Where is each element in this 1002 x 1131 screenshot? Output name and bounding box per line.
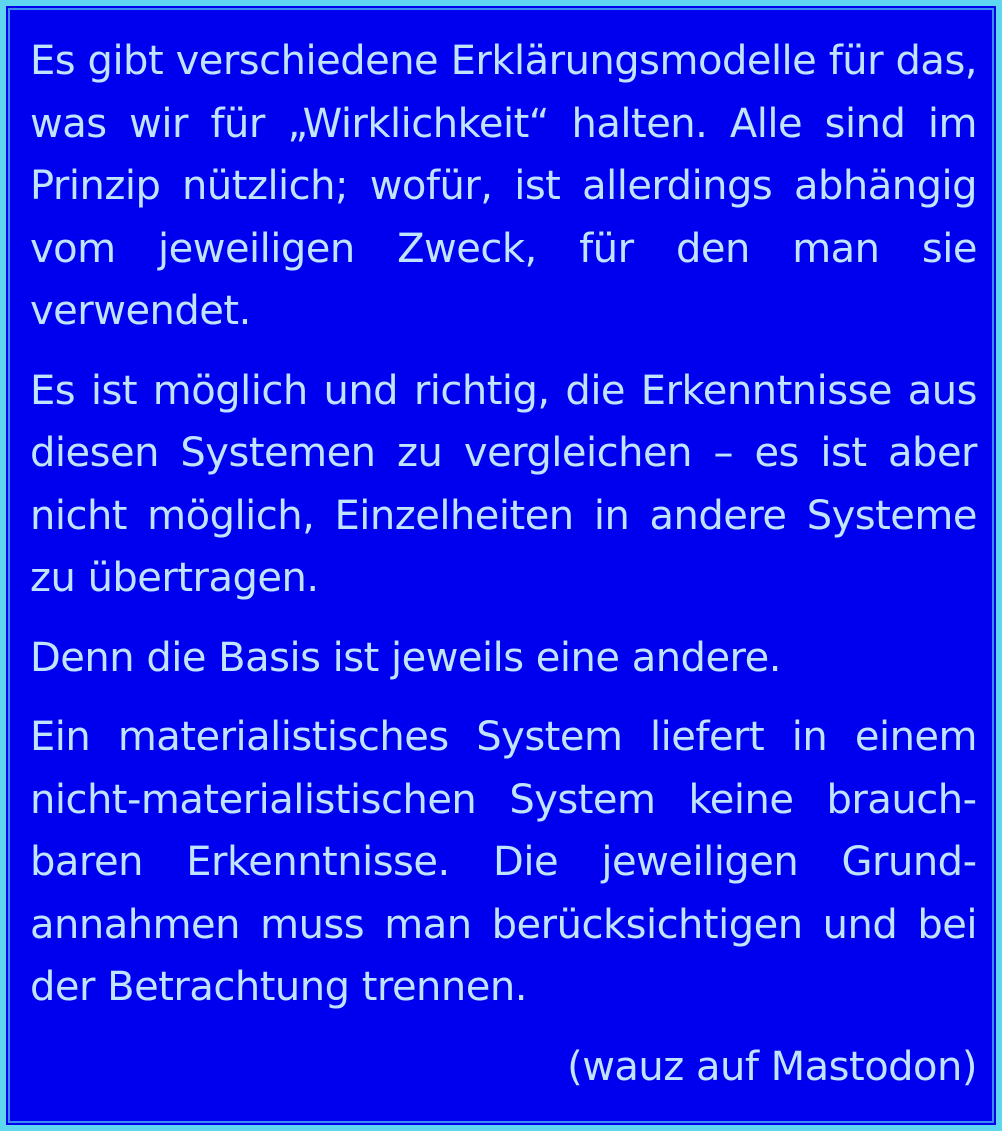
attribution: (wauz auf Mastodon)	[567, 1043, 977, 1090]
quote-text	[30, 30, 977, 1098]
paragraph-3: Denn die Basis ist jeweils eine andere.	[30, 634, 781, 681]
paragraph-1: Es gibt verschiedene Erklärungsmodelle für das, was wir für „Wirklichkeit“ halten. Alle sind im Prinzip nützlich; wofür, ist allerdings abhängig vom jeweiligen Zweck, für den man sie verwendet.	[30, 38, 977, 334]
paragraph-4: Ein materialistisches System liefert in einem nicht-materialistischen System keine brauchbaren Erkenntnisse. Die jeweiligen Grundannahmen muss man berücksichtigen und bei der Betrachtung trennen.	[30, 714, 977, 1010]
paragraph-2: Es ist möglich und richtig, die Erkenntnisse aus diesen Systemen zu vergleichen – es ist aber nicht möglich, Einzelheiten in andere Systeme zu übertragen.	[30, 367, 977, 601]
